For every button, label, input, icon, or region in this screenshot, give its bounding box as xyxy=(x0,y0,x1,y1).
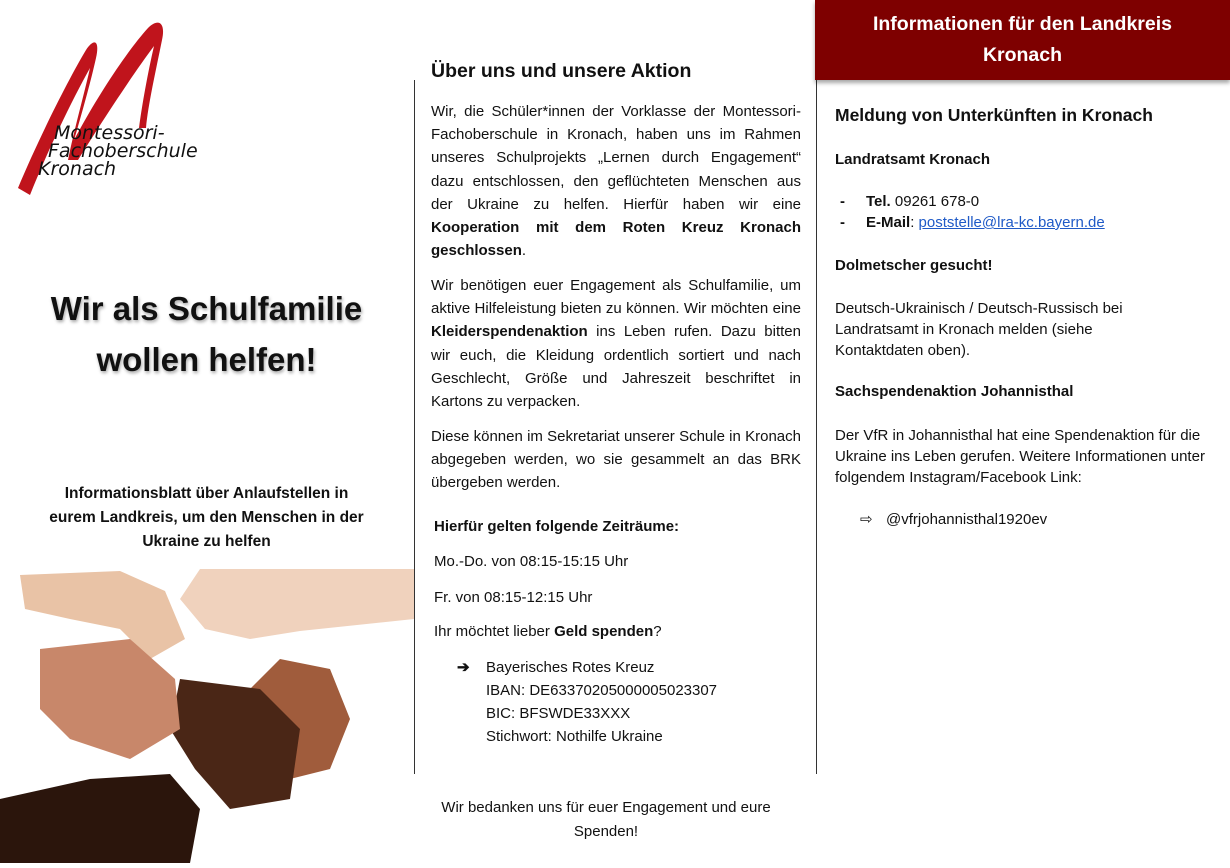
accommodation-heading: Meldung von Unterkünften in Kronach xyxy=(835,105,1153,125)
money-question xyxy=(434,623,662,640)
money-bold: Geld spenden xyxy=(554,623,654,640)
phone-item xyxy=(840,193,979,210)
school-logo xyxy=(8,10,208,200)
logo-line-1: Montessori- xyxy=(54,122,165,144)
johannisthal-heading: Sachspendenaktion Johannisthal xyxy=(835,383,1074,400)
thanks-text: Wir bedanken uns für euer Engagement und eure Spenden! xyxy=(441,799,771,840)
linked-hands-icon xyxy=(0,569,414,863)
interpreters-text: Deutsch-Ukrainisch / Deutsch-Russisch bei Landratsamt in Kronach melden (siehe Kontaktdaten oben). xyxy=(835,300,1123,359)
about-p1-text: Wir, die Schüler*innen der Vorklasse der Montessori-Fachoberschule in Kronach, haben uns im Rahmen unseres Schulprojekts „Lernen durch Engagement“ dazu entschlossen, den geflüchteten Menschen aus der Ukraine zu helfen. Hierfür haben wir eine xyxy=(431,103,801,213)
email-label: E-Mail xyxy=(866,214,911,231)
office-name: Landratsamt Kronach xyxy=(835,151,991,168)
times-mon-thu: Mo.-Do. von 08:15-15:15 Uhr xyxy=(434,553,629,570)
about-p2-text: Wir benötigen euer Engagement als Schulfamilie, um aktive Hilfeleistung bieten zu können. Wir möchten eine xyxy=(431,277,801,318)
region-banner xyxy=(815,0,1230,80)
donate-bic: BIC: BFSWDE33XXX xyxy=(486,705,631,722)
times-heading: Hierfür gelten folgende Zeiträume: xyxy=(434,518,680,535)
dash-bullet: - xyxy=(840,193,845,210)
region-banner-text: Informationen für den Landkreis Kronach xyxy=(872,13,1173,66)
logo-line-2: Fachoberschule xyxy=(48,140,198,162)
main-heading xyxy=(0,283,413,385)
email-link[interactable]: poststelle@lra-kc.bayern.de xyxy=(918,214,1105,231)
times-fri: Fr. von 08:15-12:15 Uhr xyxy=(434,589,593,606)
about-paragraph-2 xyxy=(431,274,801,413)
donate-name: Bayerisches Rotes Kreuz xyxy=(486,659,655,676)
linked-hands-image xyxy=(0,569,414,863)
about-paragraph-3: Diese können im Sekretariat unserer Schule in Kronach abgegeben werden, wo sie gesammelt an das BRK übergeben werden. xyxy=(431,428,801,492)
column-divider-left xyxy=(414,80,415,774)
dash-bullet: - xyxy=(840,214,845,231)
johannisthal-text: Der VfR in Johannisthal hat eine Spendenaktion für die Ukraine ins Leben gerufen. Weitere Informationen unter folgendem Instagram/Facebook Link: xyxy=(835,427,1205,486)
about-title: Über uns und unsere Aktion xyxy=(431,60,692,82)
column-divider-right xyxy=(816,80,817,774)
donate-keyword: Stichwort: Nothilfe Ukraine xyxy=(486,728,663,745)
about-p2-bold: Kleiderspendenaktion xyxy=(431,323,588,341)
phone-label: Tel. xyxy=(866,193,891,210)
about-p2-end: ins Leben rufen. Dazu bitten wir euch, die Kleidung ordentlich sortiert und nach Geschlecht, Größe und Jahreszeit beschriftet in Kartons zu verpacken. xyxy=(431,323,801,411)
donation-details xyxy=(457,656,718,748)
money-text: Ihr möchtet lieber xyxy=(434,623,555,640)
interpreters-heading: Dolmetscher gesucht! xyxy=(835,257,993,274)
email-separator: : xyxy=(910,214,919,231)
donate-iban: IBAN: DE63370205000005023307 xyxy=(486,682,718,699)
social-link-item xyxy=(860,510,1047,528)
main-heading-line-2: wollen helfen! xyxy=(96,341,317,378)
about-paragraph-1 xyxy=(431,100,801,262)
money-end: ? xyxy=(653,623,662,640)
about-p1-bold: Kooperation mit dem Roten Kreuz Kronach geschlossen xyxy=(431,219,801,260)
arrow-right-icon: ➔ xyxy=(457,659,470,676)
info-sheet-subtitle: Informationsblatt über Anlaufstellen in eurem Landkreis, um den Menschen in der Ukraine zu helfen xyxy=(49,485,364,550)
email-item xyxy=(840,214,1105,231)
hollow-arrow-icon: ⇨ xyxy=(860,511,873,528)
logo-line-3: Kronach xyxy=(38,158,117,180)
about-p1-end: . xyxy=(521,242,527,260)
phone-value: 09261 678-0 xyxy=(890,193,980,210)
main-heading-line-1: Wir als Schulfamilie xyxy=(50,290,363,327)
social-handle[interactable]: @vfrjohannisthal1920ev xyxy=(886,511,1048,528)
